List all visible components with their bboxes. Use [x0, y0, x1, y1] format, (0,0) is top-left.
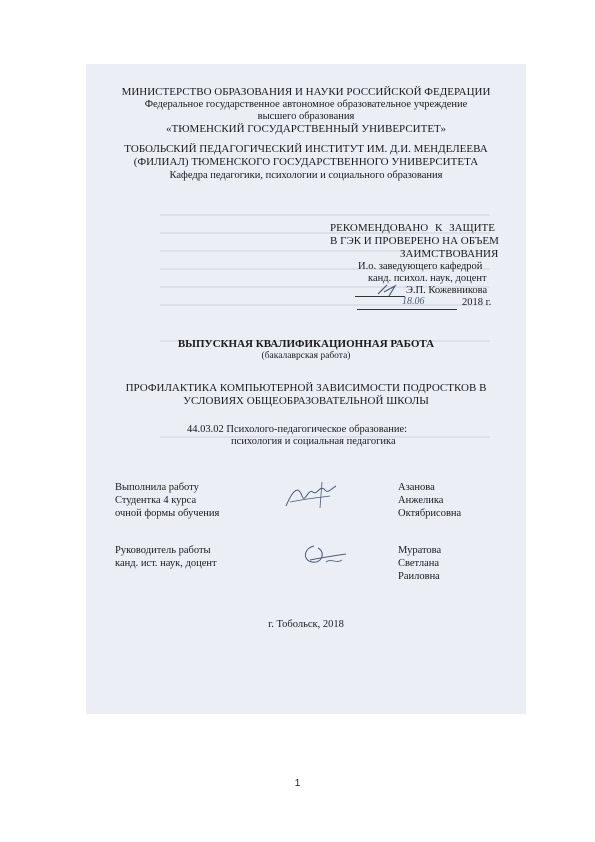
supervisor-degree: канд. ист. наук, доцент: [115, 558, 217, 569]
branch-name-line-2: (ФИЛИАЛ) ТЮМЕНСКОГО ГОСУДАРСТВЕННОГО УНИВЕРСИТЕТА: [133, 156, 479, 168]
student-surname: Азанова: [398, 482, 435, 493]
approval-line-1: РЕКОМЕНДОВАНО К ЗАЩИТЕ: [330, 222, 495, 234]
approver-role: И.о. заведующего кафедрой: [358, 261, 483, 272]
approval-line-2: В ГЭК И ПРОВЕРЕНО НА ОБЪЕМ: [330, 235, 499, 247]
work-subtype: (бакалаврская работа): [261, 351, 351, 361]
approval-line-3: ЗАИМСТВОВАНИЯ: [400, 248, 499, 260]
department-name: Кафедра педагогики, психологии и социального образования: [169, 170, 443, 181]
student-first-name: Анжелика: [398, 495, 444, 506]
supervisor-first-name: Светлана: [398, 558, 440, 569]
branch-name-line-1: ТОБОЛЬСКИЙ ПЕДАГОГИЧЕСКИЙ ИНСТИТУТ ИМ. Д.И. МЕНДЕЛЕЕВА: [124, 143, 488, 155]
specialty-code: 44.03.02 Психолого-педагогическое образование:: [187, 424, 408, 435]
supervisor-patronymic: Раиловна: [398, 571, 440, 582]
bleed-through-line: [160, 214, 490, 216]
university-name: «ТЮМЕНСКИЙ ГОСУДАРСТВЕННЫЙ УНИВЕРСИТЕТ»: [166, 123, 446, 135]
specialty-profile: психология и социальная педагогика: [231, 436, 396, 447]
date-line: [357, 309, 457, 310]
approval-date-handwritten: 18.06: [402, 296, 425, 307]
institution-type: Федеральное государственное автономное образовательное учреждение: [144, 99, 468, 110]
work-type: ВЫПУСКНАЯ КВАЛИФИКАЦИОННАЯ РАБОТА: [177, 338, 435, 350]
approver-degree: канд. психол. наук, доцент: [368, 273, 487, 284]
thesis-title-line-1: ПРОФИЛАКТИКА КОМПЬЮТЕРНОЙ ЗАВИСИМОСТИ ПОДРОСТКОВ В: [125, 382, 487, 394]
city-year: г. Тобольск, 2018: [268, 619, 344, 630]
supervisor-surname: Муратова: [398, 545, 442, 556]
approval-year: 2018 г.: [462, 297, 492, 308]
supervisor-signature: [296, 540, 352, 570]
page-number: 1: [294, 778, 301, 789]
institution-level: высшего образования: [257, 111, 355, 122]
student-study-form: очной формы обучения: [115, 508, 220, 519]
thesis-title-line-2: УСЛОВИЯХ ОБЩЕОБРАЗОВАТЕЛЬНОЙ ШКОЛЫ: [183, 395, 429, 407]
student-patronymic: Октябрисовна: [398, 508, 462, 519]
bleed-through-line: [160, 304, 490, 306]
approver-signature-line: [355, 296, 405, 297]
student-course: Студентка 4 курса: [115, 495, 197, 506]
approver-name: Э.П. Кожевникова: [406, 285, 488, 296]
ministry-heading: МИНИСТЕРСТВО ОБРАЗОВАНИЯ И НАУКИ РОССИЙСКОЙ ФЕДЕРАЦИИ: [121, 86, 491, 98]
supervisor-label: Руководитель работы: [115, 545, 211, 556]
student-signature: [280, 478, 342, 514]
student-label: Выполнила работу: [115, 482, 199, 493]
